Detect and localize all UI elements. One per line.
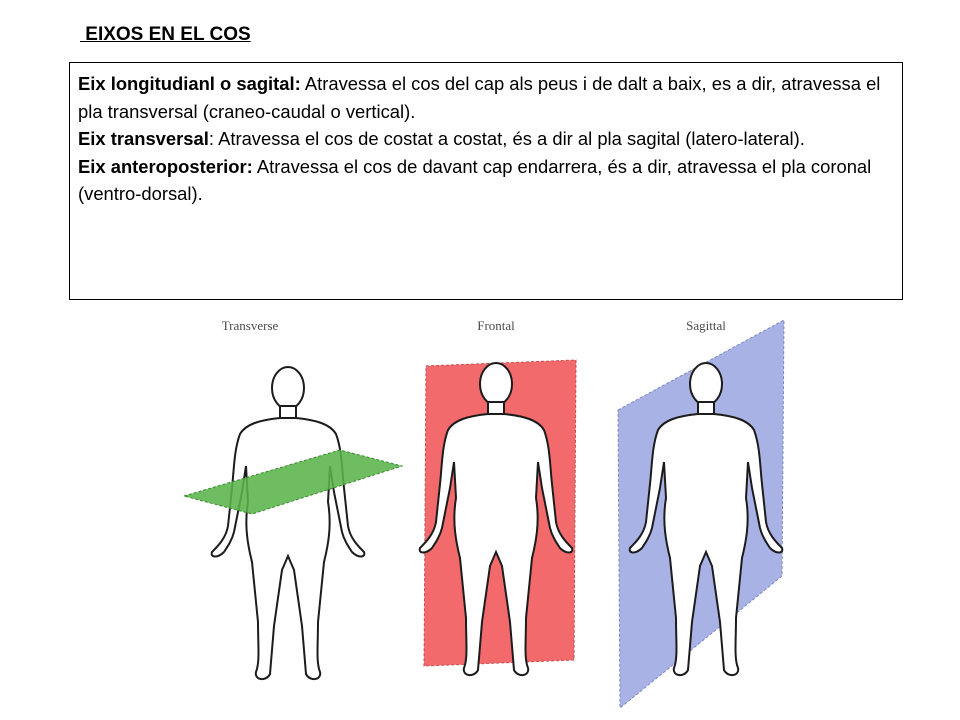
definition-text: : Atravessa el cos de costat a costat, és a dir al pla sagital (latero-lateral).: [208, 128, 805, 150]
definition-transverse-axis: [78, 125, 894, 153]
definition-term: Eix longitudianl o sagital:: [78, 73, 301, 94]
definition-term: Eix anteroposterior:: [78, 155, 253, 177]
body-planes-illustration: [178, 306, 798, 714]
definition-term: Eix transversal: [78, 128, 209, 150]
definition-anteroposterior-axis: [78, 153, 894, 208]
sagittal-label: Sagittal: [686, 318, 726, 333]
definition-longitudinal-axis: [78, 70, 894, 125]
definition-text: Atravessa el cos del cap als peus i de dalt a baix, es a dir, atravessa el pla transversal (craneo-caudal o vertical).: [78, 73, 881, 122]
frontal-label: Frontal: [477, 318, 515, 333]
transverse-figure: [212, 367, 365, 679]
definition-text: Atravessa el cos de davant cap endarrera, és a dir, atravessa el pla coronal (ventro-dorsal).: [78, 155, 872, 205]
transverse-label: Transverse: [221, 318, 279, 333]
slide-title: EIXOS EN EL COS: [80, 24, 251, 45]
definitions-box: [69, 62, 903, 300]
